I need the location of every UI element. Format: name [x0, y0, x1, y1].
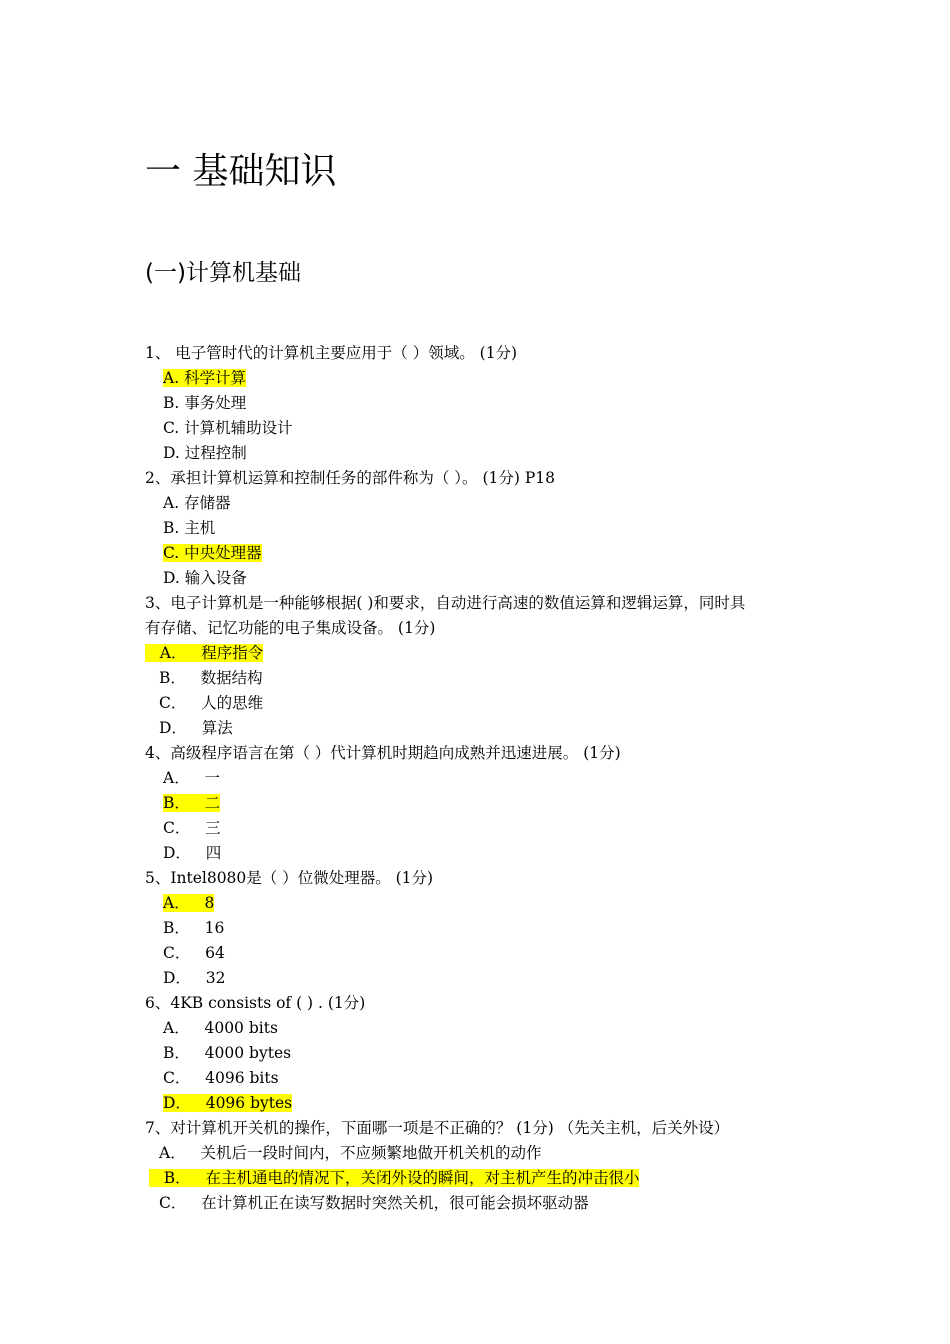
- question-stem: 3、电子计算机是一种能够根据( )和要求，自动进行高速的数值运算和逻辑运算，同时具: [145, 594, 746, 612]
- question-stem: 2、承担计算机运算和控制任务的部件称为（ ）。 (1分) P18: [145, 469, 556, 487]
- answer-option: B． 4000 bytes: [163, 1044, 292, 1062]
- answer-option-correct: C. 中央处理器: [163, 544, 262, 562]
- answer-option: B． 16: [163, 919, 225, 937]
- question-stem: 6、4KB consists of ( ) . (1分): [145, 994, 366, 1012]
- question-stem: 5、Intel8080是（ ）位微处理器。 (1分): [145, 869, 434, 887]
- answer-option: D． 四: [163, 844, 222, 862]
- answer-option: C． 人的思维: [159, 694, 264, 712]
- question-stem-continued: 有存储、记忆功能的电子集成设备。 (1分): [145, 619, 436, 637]
- answer-option-correct: B． 二: [163, 794, 221, 812]
- answer-option-correct: D． 4096 bytes: [163, 1094, 293, 1112]
- answer-option: C． 64: [163, 944, 225, 962]
- answer-option: A． 关机后一段时间内，不应频繁地做开机关机的动作: [159, 1144, 542, 1162]
- answer-option-correct: A． 程序指令: [145, 644, 264, 662]
- answer-option: D. 输入设备: [163, 569, 247, 587]
- question-list: [145, 341, 815, 1216]
- answer-option: C. 计算机辅助设计: [163, 419, 293, 437]
- answer-option: C． 4096 bits: [163, 1069, 279, 1087]
- question-stem: 4、高级程序语言在第（ ）代计算机时期趋向成熟并迅速进展。 (1分): [145, 744, 621, 762]
- answer-option: C． 在计算机正在读写数据时突然关机，很可能会损坏驱动器: [159, 1194, 589, 1212]
- answer-option: A． 一: [163, 769, 220, 787]
- answer-option-correct: A. 科学计算: [163, 369, 247, 387]
- answer-option-correct: A． 8: [163, 894, 215, 912]
- question-stem: 7、对计算机开关机的操作，下面哪一项是不正确的？ (1分) （先关主机，后关外设）: [145, 1119, 730, 1137]
- answer-option: A． 4000 bits: [163, 1019, 278, 1037]
- answer-option: A. 存储器: [163, 494, 231, 512]
- subsection-heading: (一)计算机基础: [145, 260, 301, 286]
- answer-option: C． 三: [163, 819, 221, 837]
- answer-option: D． 32: [163, 969, 226, 987]
- answer-option: B． 数据结构: [159, 669, 263, 687]
- question-stem: 1、 电子管时代的计算机主要应用于（ ）领域。 (1分): [145, 344, 518, 362]
- answer-option: B. 事务处理: [163, 394, 247, 412]
- section-heading: 一 基础知识: [145, 151, 337, 192]
- answer-option-correct: B． 在主机通电的情况下，关闭外设的瞬间，对主机产生的冲击很小: [149, 1169, 640, 1187]
- answer-option: D. 过程控制: [163, 444, 247, 462]
- answer-option: B. 主机: [163, 519, 216, 537]
- answer-option: D． 算法: [159, 719, 233, 737]
